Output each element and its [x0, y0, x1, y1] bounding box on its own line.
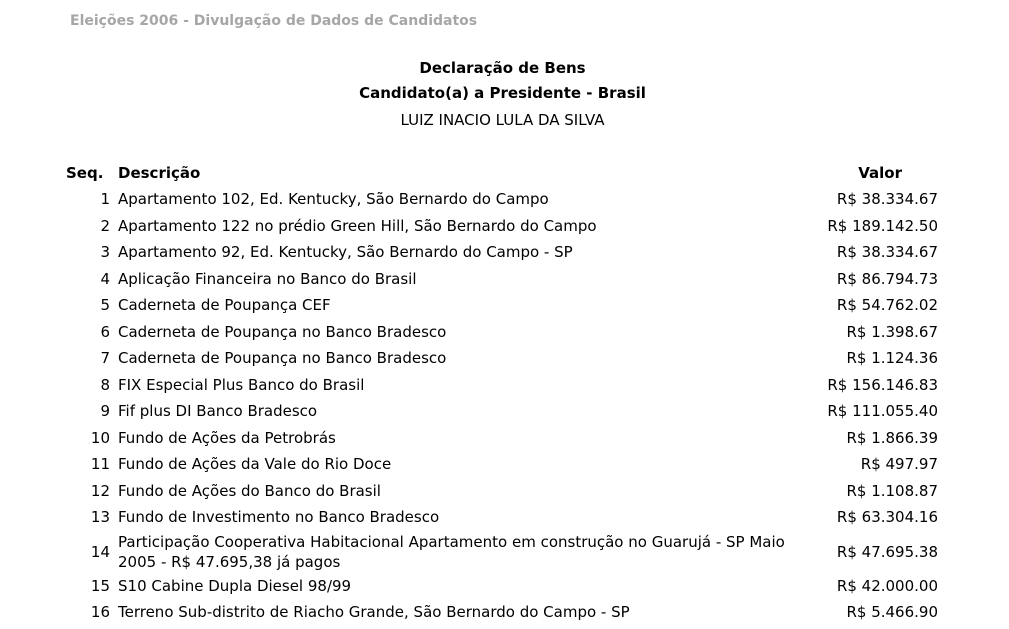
table-row: [64, 531, 940, 573]
row-description: Fif plus DI Banco Bradesco: [118, 402, 318, 421]
header-description: Descrição: [118, 164, 201, 182]
site-header-title: Eleições 2006 - Divulgação de Dados de Candidatos: [70, 13, 478, 29]
document-subtitle: Candidato(a) a Presidente - Brasil: [359, 84, 646, 102]
row-value: R$ 38.334.67: [836, 190, 938, 209]
row-description: Caderneta de Poupança CEF: [118, 296, 331, 315]
row-description: S10 Cabine Dupla Diesel 98/99: [118, 576, 352, 595]
row-value: R$ 47.695.38: [836, 542, 938, 561]
row-value: R$ 156.146.83: [827, 375, 938, 394]
row-value: R$ 38.334.67: [836, 243, 938, 262]
row-description: Apartamento 92, Ed. Kentucky, São Bernardo do Campo - SP: [118, 243, 573, 262]
row-value: R$ 86.794.73: [836, 269, 938, 288]
table-row: [64, 266, 940, 293]
row-value: R$ 111.055.40: [827, 402, 938, 421]
row-description: Apartamento 122 no prédio Green Hill, São Bernardo do Campo: [118, 216, 597, 235]
row-seq: 14: [90, 542, 110, 561]
row-seq: 2: [100, 216, 110, 235]
document-title-block: [0, 56, 1005, 134]
row-seq: 9: [100, 402, 110, 421]
row-seq: 7: [100, 349, 110, 368]
table-header-row: [64, 160, 940, 186]
row-value: R$ 1.124.36: [846, 349, 938, 368]
row-value: R$ 1.866.39: [846, 428, 938, 447]
row-value: R$ 189.142.50: [827, 216, 938, 235]
row-value: R$ 5.466.90: [846, 603, 938, 622]
row-value: R$ 1.108.87: [846, 481, 938, 500]
row-seq: 16: [90, 603, 110, 622]
table-row: [64, 345, 940, 372]
table-row: [64, 186, 940, 213]
row-description: Aplicação Financeira no Banco do Brasil: [118, 269, 417, 288]
row-description: Participação Cooperativa Habitacional Apartamento em construção no Guarujá - SP Maio 2005 - R$ 47.695,38 já pagos: [118, 532, 785, 571]
row-seq: 11: [90, 455, 110, 474]
row-value: R$ 497.97: [860, 455, 938, 474]
row-description: FIX Especial Plus Banco do Brasil: [118, 375, 365, 394]
header-seq: Seq.: [66, 164, 104, 182]
row-seq: 8: [100, 375, 110, 394]
table-row: [64, 478, 940, 505]
table-row: [64, 213, 940, 240]
row-value: R$ 63.304.16: [836, 508, 938, 527]
table-row: [64, 319, 940, 346]
candidate-name: LUIZ INACIO LULA DA SILVA: [400, 111, 605, 129]
table-row: [64, 292, 940, 319]
table-row: [64, 398, 940, 425]
row-description: Apartamento 102, Ed. Kentucky, São Bernardo do Campo: [118, 190, 549, 209]
table-row: [64, 451, 940, 478]
table-row: [64, 573, 940, 600]
row-description: Fundo de Ações da Petrobrás: [118, 428, 336, 447]
table-row: [64, 239, 940, 266]
row-seq: 15: [90, 576, 110, 595]
row-seq: 4: [100, 269, 110, 288]
row-seq: 12: [90, 481, 110, 500]
row-description: Terreno Sub-distrito de Riacho Grande, São Bernardo do Campo - SP: [118, 603, 630, 622]
table-row: [64, 425, 940, 452]
row-description: Caderneta de Poupança no Banco Bradesco: [118, 349, 447, 368]
table-row: [64, 504, 940, 531]
header-value: Valor: [858, 164, 902, 182]
row-seq: 6: [100, 322, 110, 341]
row-description: Fundo de Ações da Vale do Rio Doce: [118, 455, 392, 474]
row-seq: 10: [90, 428, 110, 447]
row-seq: 3: [100, 243, 110, 262]
row-description: Fundo de Ações do Banco do Brasil: [118, 481, 381, 500]
row-value: R$ 42.000.00: [836, 576, 938, 595]
row-seq: 13: [90, 508, 110, 527]
row-description: Caderneta de Poupança no Banco Bradesco: [118, 322, 447, 341]
row-description: Fundo de Investimento no Banco Bradesco: [118, 508, 440, 527]
row-value: R$ 54.762.02: [836, 296, 938, 315]
table-row: [64, 372, 940, 399]
row-value: R$ 1.398.67: [846, 322, 938, 341]
row-seq: 5: [100, 296, 110, 315]
row-seq: 1: [100, 190, 110, 209]
table-row: [64, 599, 940, 626]
document-title: Declaração de Bens: [419, 59, 586, 77]
assets-table: [64, 160, 940, 626]
